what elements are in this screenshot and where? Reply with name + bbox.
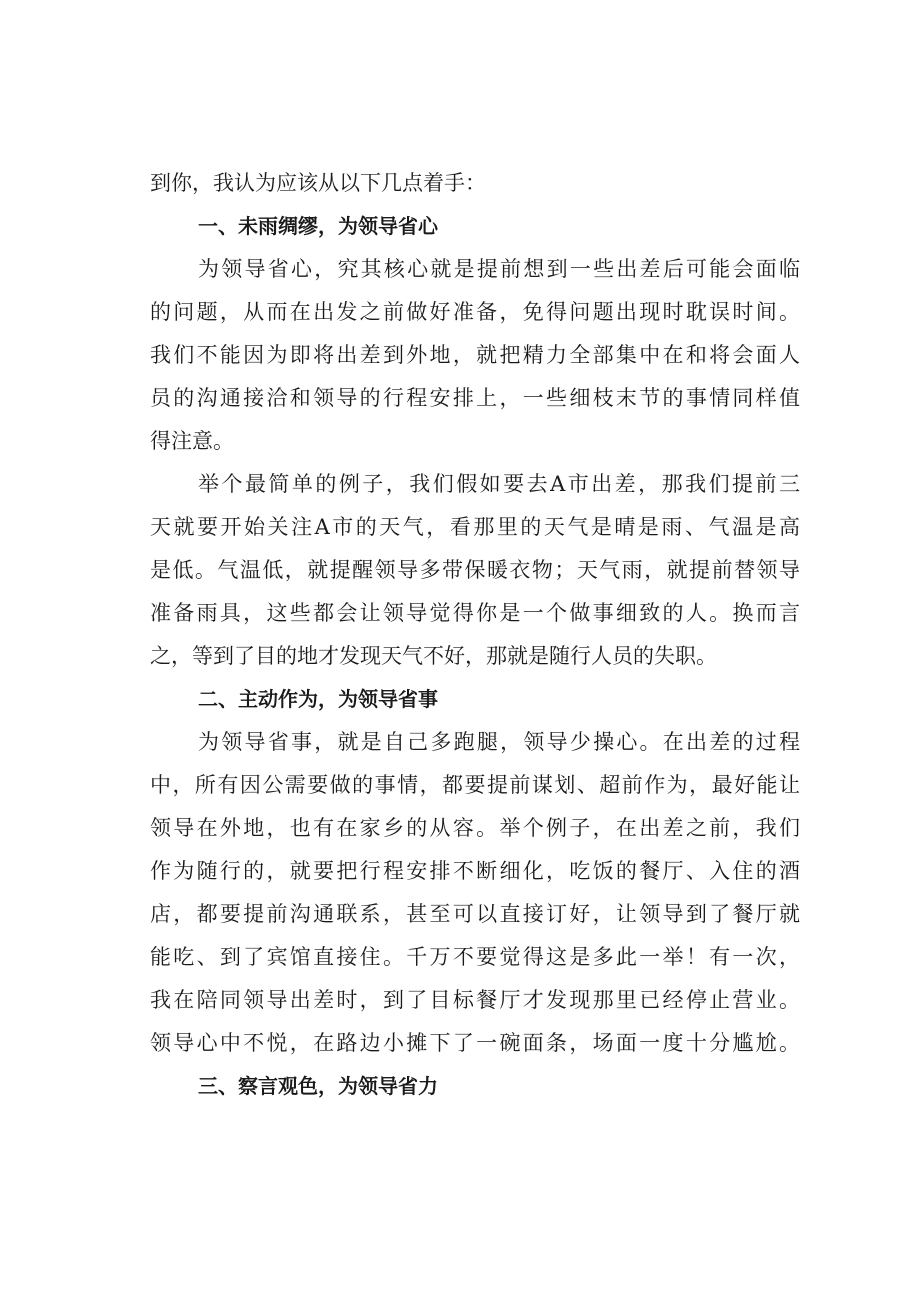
paragraph-line: 我在陪同领导出差时，到了目标餐厅才发现那里已经停止营业。 (150, 988, 800, 1012)
paragraph-line: 中，所有因公需要做的事情，都要提前谋划、超前作为，最好能让 (150, 773, 800, 797)
intro-line: 到你，我认为应该从以下几点着手： (150, 171, 486, 195)
paragraph-line: 的问题，从而在出发之前做好准备，免得问题出现时耽误时间。 (150, 300, 800, 324)
paragraph-line: 能吃、到了宾馆直接住。千万不要觉得这是多此一举！有一次， (150, 945, 800, 969)
paragraph-line: 领导心中不悦，在路边小摊下了一碗面条，场面一度十分尴尬。 (150, 1031, 800, 1055)
paragraph-line: 准备雨具，这些都会让领导觉得你是一个做事细致的人。换而言 (150, 601, 800, 625)
paragraph-line: 天就要开始关注A市的天气，看那里的天气是晴是雨、气温是高 (150, 515, 800, 539)
section-heading-3: 三、察言观色，为领导省力 (198, 1074, 438, 1098)
paragraph-line: 领导在外地，也有在家乡的从容。举个例子，在出差之前，我们 (150, 816, 800, 840)
paragraph-line: 作为随行的，就要把行程安排不断细化，吃饭的餐厅、入住的酒 (150, 859, 800, 883)
document-body (150, 162, 800, 1108)
paragraph-line: 店，都要提前沟通联系，甚至可以直接订好，让领导到了餐厅就 (150, 902, 800, 926)
paragraph-line: 是低。气温低，就提醒领导多带保暖衣物；天气雨，就提前替领导 (150, 558, 800, 582)
paragraph-line: 为领导省事，就是自己多跑腿，领导少操心。在出差的过程 (198, 730, 800, 754)
section-heading-2: 二、主动作为，为领导省事 (198, 687, 438, 711)
paragraph-line: 得注意。 (150, 429, 234, 453)
paragraph-line: 员的沟通接洽和领导的行程安排上，一些细枝末节的事情同样值 (150, 386, 800, 410)
paragraph-line: 我们不能因为即将出差到外地，就把精力全部集中在和将会面人 (150, 343, 800, 367)
paragraph-line: 之，等到了目的地才发现天气不好，那就是随行人员的失职。 (150, 644, 717, 668)
section-heading-1: 一、未雨绸缪，为领导省心 (198, 214, 438, 238)
paragraph-line: 为领导省心，究其核心就是提前想到一些出差后可能会面临 (198, 257, 800, 281)
paragraph-line: 举个最简单的例子，我们假如要去A市出差，那我们提前三 (198, 472, 800, 496)
